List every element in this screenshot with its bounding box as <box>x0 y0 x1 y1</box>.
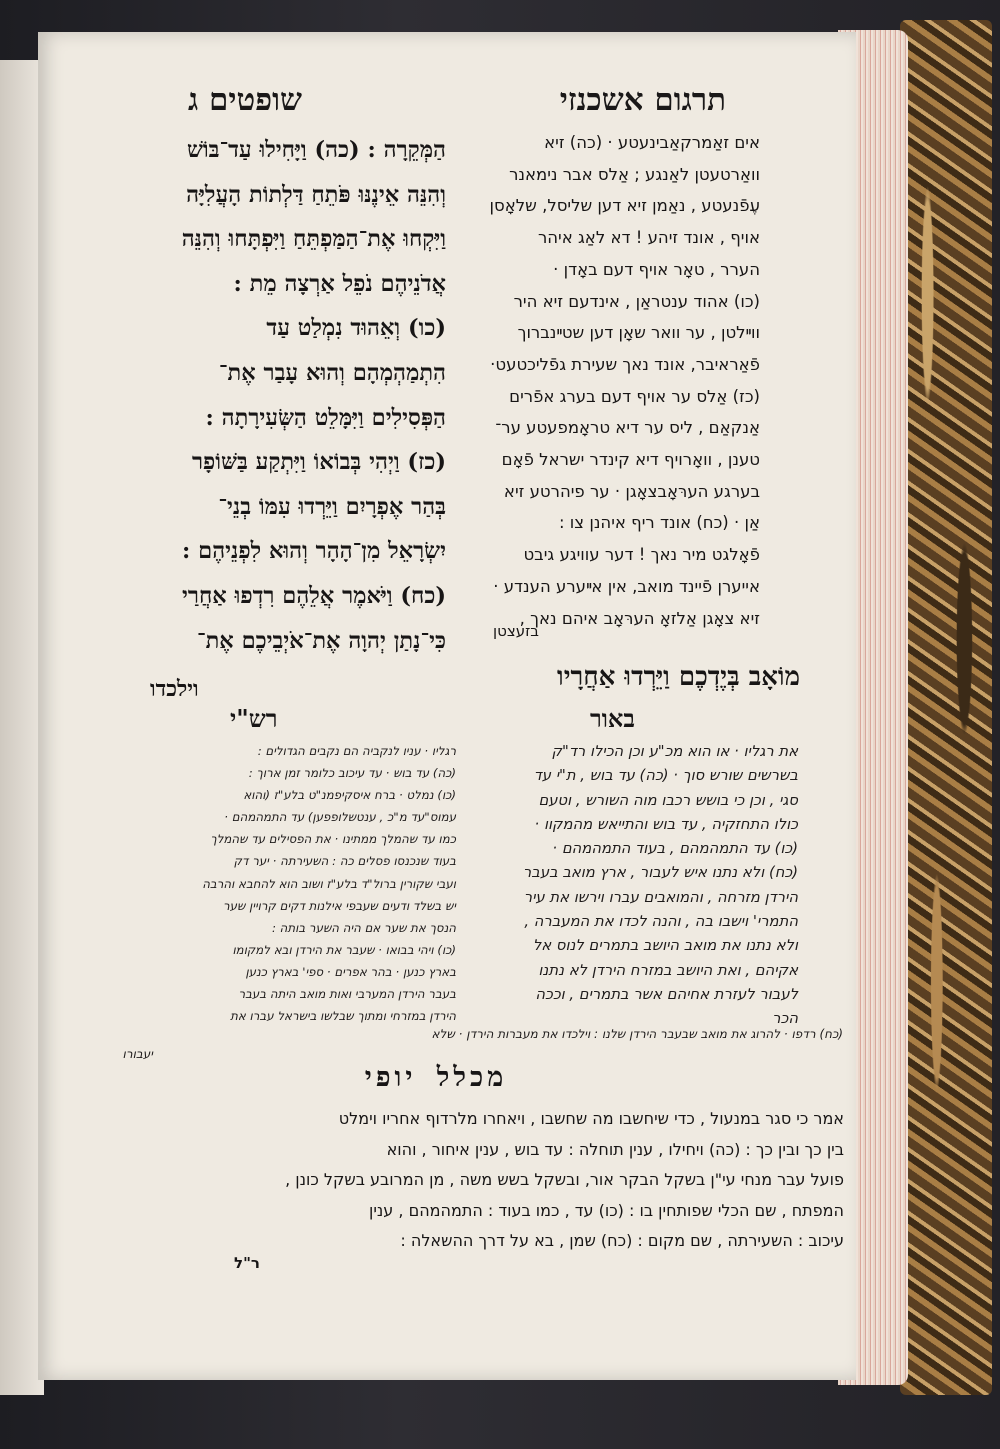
verse-line: (כח) וַיֹּאמֶר אֲלֵהֶם רִדְפוּ אַחֲרַי <box>182 582 446 609</box>
text-line: אויף , אונד זיהע ! דא לאַג איהר <box>537 228 760 248</box>
header-right-title: תרגום אשכנזי <box>559 82 726 118</box>
text-line: המפתח , שם הכלי שפותחין בו : (כו) עד , כמו בעוד : התמהמהם , ענין <box>368 1200 844 1220</box>
mikhlol-tail: ר"ל <box>234 1254 260 1272</box>
verse-line: וְהִנֵּה אֵינֶנּוּ פֹּתֵחַ דַּלְתוֹת הָעֲלִיָּה <box>186 181 446 208</box>
text-line: אים זאַמרקאַבינעטע · (כה) זיא <box>544 133 760 152</box>
commentary-line: רגליו · עניו לנקביה הם נקבים הגדולים : <box>257 744 456 758</box>
commentary-line: לעבור לעזרת אחיהם אשר בתמרים , וככה <box>535 985 798 1003</box>
yiddish-catchword: בזעצטן <box>493 622 539 640</box>
commentary-line: כמו עד שהמלך ממתינו · את הפסילים עד שהמלך <box>210 832 456 847</box>
commentary-line: עמוס"עד מ"כ , ענטשלופפען) עד התמהמהם · <box>224 810 456 825</box>
commentary-line: את רגליו · או הוא מכ"ע וכן הכילו רד"ק <box>551 743 798 760</box>
commentary-line: (כח) רדפו · להרוג את מואב שבעבר הירדן שלנו : וילכדו את מעברות הירדן · שלא <box>431 1027 843 1041</box>
text-line: אמר כי סגר במנעול , כדי שיחשבו מה שחשבו , ויאחרו מלרדוף אחריו וימלט <box>338 1109 844 1128</box>
biur-commentary <box>410 740 798 1032</box>
commentary-line: ולא נתנו את מואב היושב בתמרים לנוס אל <box>532 937 798 955</box>
commentary-line: בשרשים שורש סוך · (כה) עד בוש , ת"י עד <box>533 767 798 785</box>
commentary-line: (כו) ויהי בבואו · שעבר את הירדן ובא למקומו <box>232 942 456 957</box>
commentary-line: (כו) נמלט · ברח איסקיפמנ"ט בלע"ז (והוא <box>243 788 456 803</box>
commentary-line: סגי , וכן כי בושש רכבו מוה השורש , וטעם <box>538 791 798 809</box>
verse-line: הִתְמַהְמְהָם וְהוּא עָבַר אֶת־ <box>218 359 446 386</box>
commentary-line: כולו התחזקיה , עד בוש והתייאש מהמקוו · <box>534 815 798 833</box>
verse-line: יִשְׂרָאֵל מִן־הָהָר וְהוּא לִפְנֵיהֶם : <box>182 538 446 565</box>
commentary-line: הכר <box>772 1010 798 1028</box>
biur-header: באור <box>590 704 635 733</box>
mikhlol-yofi-title: מכלל יופי <box>364 1062 508 1093</box>
rashi-continuation <box>88 1024 843 1064</box>
verse-line: כִּי־נָתַן יְהוָה אֶת־אֹיְבֵיכֶם אֶת־ <box>196 627 446 654</box>
rashi-header: רש"י <box>230 704 278 733</box>
hebrew-last-line: מוֹאָב בְּיֶדְכֶם וַיֵּרְדוּ אַחֲרָיו <box>557 662 800 692</box>
hebrew-text-column <box>64 128 446 663</box>
text-line: בין כך ובין כך : (כה) ויחילו , ענין תוחלה : עד בוש , ענין איחור , והוא <box>386 1139 844 1159</box>
commentary-line: (כו) עד התמהמהם , בעוד התמהמהם · <box>552 840 798 858</box>
text-line: טענן , וואָרויף דיא קינדר ישראל פֿאָם <box>501 450 760 470</box>
verse-line: אֲדֹנֵיהֶם נֹפֵל אַרְצָה מֵת : <box>233 270 446 297</box>
commentary-line: (כה) עד בוש · עד עיכוב כלומר זמן ארוך : <box>248 766 456 781</box>
text-line: וואַרטעטן לאַנגע ; אַלס אבר נימאנר <box>509 164 760 184</box>
commentary-line: יש בשלד ודעים שעבפי אילנות דקים קרויין שער <box>223 898 456 913</box>
text-line: אַנקאַם , ליס ער דיא טראָמפעטע ער־ <box>495 418 760 438</box>
commentary-line: הנסך את שער אם היה השער בותה : <box>271 920 456 935</box>
commentary-line: בעוד שנכנסו פסלים כה : השעירתה · יער דק <box>233 854 456 869</box>
hebrew-catchword: וילכדו <box>150 676 199 702</box>
commentary-line: (כח) ולא נתנו איש לעבור , ארץ מואב בעבר <box>522 864 798 882</box>
header-left-title: שופטים ג <box>188 82 302 118</box>
commentary-line: בעבר הירדן המערבי ואות מואב היתה בעבר <box>238 987 456 1002</box>
marbled-cover <box>900 20 992 1395</box>
yiddish-translation-column <box>436 127 760 634</box>
text-line: פֿאָלגט מיר נאך ! דער עוויגע גיבט <box>523 545 760 565</box>
text-line: פועל עבר מנחי עי"ן בשקל הבקר אור, ובשקל בשש משה , מן המרובע בשקל כונן , <box>285 1170 844 1190</box>
commentary-line: ועבי שקורין ברול"ד בלע"ז ושוב הוא להחבא והרבה <box>202 876 456 891</box>
text-line: זיא צאָגן אַלזאָ הערּאָב איהם נאך , <box>519 608 760 628</box>
rashi-commentary <box>58 740 456 1027</box>
text-line: פֿאַראיבר, אונד נאך שעירת גפֿליכטעט· <box>490 354 760 374</box>
verse-line: בְּהַר אֶפְרָיִם וַיֵּרְדוּ עִמּוֹ בְנֵי־ <box>218 493 446 520</box>
text-line: (כו) אהוד ענטראַן , אינדעם זיא היר <box>513 291 760 311</box>
commentary-line: הירדן מזרחה , והמואבים עברו וירשו את עיר <box>523 888 798 906</box>
verse-line: וַיִּקְחוּ אֶת־הַמַּפְתֵּחַ וַיִּפְתָּחוּ וְהִנֵּה <box>181 226 446 253</box>
verse-line: (כז) וַיְהִי בְּבוֹאוֹ וַיִּתְקַע בַּשּׁוֹפָר <box>191 449 446 476</box>
book-page <box>38 32 856 1380</box>
verse-line: הַפְּסִילִים וַיִּמָּלֵט הַשְּׂעִירָתָה : <box>205 404 446 431</box>
verse-line: הַמְּקֵרָה : (כה) וַיָּחִילוּ עַד־בּוֹשׁ <box>186 137 446 163</box>
commentary-line: אקיהם , ואת היושב במזרח הירדן לא נתנו <box>538 961 798 979</box>
text-line: הערר , טאָר אויף דעם באָדן · <box>553 259 760 279</box>
commentary-line: בארץ כנען · בהר אפרים · ספי' בארץ כנען <box>245 964 456 979</box>
text-line: עיכוב : השעירתה , שם מקום : (כח) שמן , בא על דרך ההשאלה : <box>400 1231 844 1251</box>
mikhlol-yofi-text <box>84 1104 844 1257</box>
commentary-line: הירדן במזרחי ומתוך שבלשו בישראל עברו את <box>230 1009 456 1024</box>
text-line: (כז) אַלס ער אויף דעם בערג אפֿרים <box>509 386 760 406</box>
commentary-line: יעבורו <box>122 1047 153 1061</box>
text-line: אייערן פֿיינד מואב, אין אײערע הענדע · <box>493 576 760 596</box>
text-line: ווײלטן , ער וואר שאָן דען שטײנברוך <box>517 323 760 343</box>
text-line: בערגע הערּאָבצאָגן · ער פיהרטע זיא <box>503 481 760 501</box>
commentary-line: התמרי' וישבו בה , והנה לכדו את המעברה , <box>524 913 798 931</box>
verse-line: (כו) וְאֵהוּד נִמְלַט עַד <box>266 315 446 342</box>
text-line: עֶפֿנעטע , נאַמן זיא דען שליסל, שלאָסן <box>489 196 760 216</box>
text-line: אַן · (כח) אונד ריף איהנן צו : <box>558 513 760 533</box>
